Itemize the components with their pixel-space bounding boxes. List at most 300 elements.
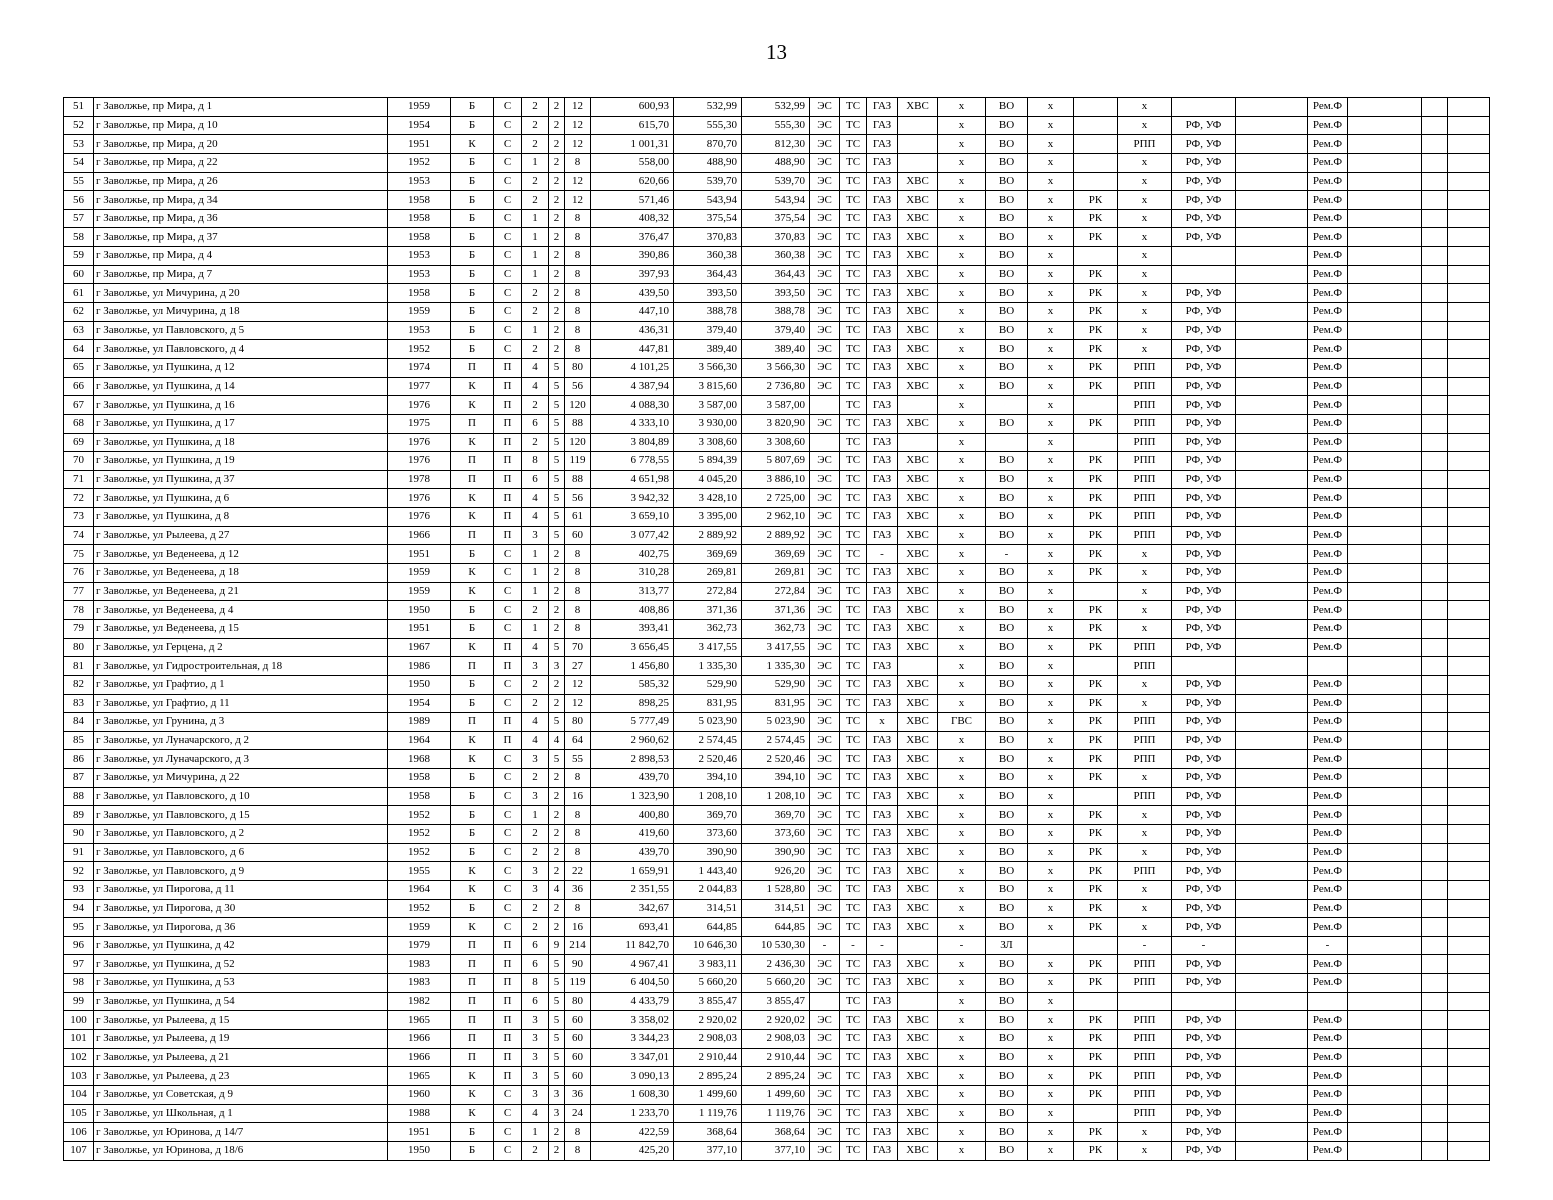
table-cell: Рем.Ф [1308, 153, 1348, 172]
table-cell [1236, 601, 1308, 620]
table-cell: х [938, 657, 986, 676]
table-cell [1422, 98, 1448, 117]
table-cell: ВО [986, 1067, 1028, 1086]
table-cell: ГАЗ [867, 265, 898, 284]
table-cell: ЭС [810, 601, 840, 620]
table-cell: ЭС [810, 1067, 840, 1086]
table-cell: РФ, УФ [1172, 1141, 1236, 1160]
table-cell: РФ, УФ [1172, 303, 1236, 322]
table-cell: х [938, 862, 986, 881]
table-cell: К [451, 731, 494, 750]
table-cell [1348, 1085, 1422, 1104]
table-cell: ХВС [898, 862, 938, 881]
table-cell: 2 908,03 [674, 1030, 742, 1049]
table-cell: ЭС [810, 1085, 840, 1104]
table-cell [1236, 731, 1308, 750]
table-cell: 2 [549, 191, 565, 210]
table-cell: 2 908,03 [742, 1030, 810, 1049]
table-cell: 89 [64, 806, 94, 825]
table-cell: ЭС [810, 340, 840, 359]
table-cell: Рем.Ф [1308, 1085, 1348, 1104]
table-cell: П [451, 955, 494, 974]
table-cell: 2 [522, 98, 549, 117]
table-cell: 11 842,70 [591, 936, 674, 955]
table-cell: 2 [549, 135, 565, 154]
table-cell: - [867, 545, 898, 564]
table-cell: 408,86 [591, 601, 674, 620]
table-cell: Б [451, 116, 494, 135]
table-row [64, 284, 1490, 303]
table-cell: г Заволжье, ул Веденеева, д 21 [94, 582, 388, 601]
table-cell: Рем.Ф [1308, 303, 1348, 322]
table-cell [1348, 1141, 1422, 1160]
table-cell: ТС [840, 545, 867, 564]
table-cell [1348, 824, 1422, 843]
table-cell: ВО [986, 974, 1028, 993]
table-cell: х [1028, 787, 1074, 806]
table-cell: С [494, 172, 522, 191]
table-cell: 5 [549, 992, 565, 1011]
table-cell: х [938, 98, 986, 117]
table-cell: 419,60 [591, 824, 674, 843]
table-cell: х [1028, 1030, 1074, 1049]
table-cell: Б [451, 98, 494, 117]
table-row [64, 228, 1490, 247]
table-cell: ЭС [810, 321, 840, 340]
table-cell [1348, 98, 1422, 117]
table-cell: г Заволжье, ул Пушкина, д 12 [94, 358, 388, 377]
table-cell: П [494, 489, 522, 508]
table-cell: РК [1074, 209, 1118, 228]
table-cell: 80 [64, 638, 94, 657]
table-cell: РК [1074, 265, 1118, 284]
table-cell: Б [451, 619, 494, 638]
table-cell [1422, 843, 1448, 862]
table-cell: 2 [549, 340, 565, 359]
table-cell: 8 [565, 619, 591, 638]
table-cell: 898,25 [591, 694, 674, 713]
table-cell: 8 [565, 284, 591, 303]
table-cell: ХВС [898, 191, 938, 210]
table-cell: 1966 [388, 1030, 451, 1049]
table-cell: Рем.Ф [1308, 1104, 1348, 1123]
table-row [64, 638, 1490, 657]
table-cell: К [451, 750, 494, 769]
table-cell: ВО [986, 340, 1028, 359]
table-cell: 60 [565, 1048, 591, 1067]
table-cell: г Заволжье, пр Мира, д 26 [94, 172, 388, 191]
table-cell: ТС [840, 862, 867, 881]
table-cell: С [494, 135, 522, 154]
table-cell: 95 [64, 918, 94, 937]
table-cell: ТС [840, 526, 867, 545]
table-cell: 1974 [388, 358, 451, 377]
table-cell: ГАЗ [867, 992, 898, 1011]
table-cell: 2 [522, 433, 549, 452]
table-cell: ХВС [898, 414, 938, 433]
table-cell [1236, 992, 1308, 1011]
table-cell: 1 001,31 [591, 135, 674, 154]
table-cell: Рем.Ф [1308, 228, 1348, 247]
table-cell: РФ, УФ [1172, 619, 1236, 638]
table-cell: г Заволжье, ул Пушкина, д 54 [94, 992, 388, 1011]
table-cell: ГАЗ [867, 806, 898, 825]
table-cell: РК [1074, 1048, 1118, 1067]
table-cell: ХВС [898, 955, 938, 974]
table-cell: 5 [549, 1011, 565, 1030]
table-cell [1074, 433, 1118, 452]
table-cell: х [1028, 303, 1074, 322]
table-cell: РФ, УФ [1172, 731, 1236, 750]
table-cell: 5 660,20 [742, 974, 810, 993]
table-cell [1448, 601, 1490, 620]
table-row [64, 414, 1490, 433]
table-cell: ТС [840, 98, 867, 117]
table-cell: ВО [986, 526, 1028, 545]
table-cell: РК [1074, 228, 1118, 247]
table-cell: х [938, 974, 986, 993]
table-cell: 388,78 [674, 303, 742, 322]
table-cell: г Заволжье, ул Рылеева, д 23 [94, 1067, 388, 1086]
table-cell [1422, 228, 1448, 247]
table-cell: 2 898,53 [591, 750, 674, 769]
table-cell: ХВС [898, 918, 938, 937]
table-cell [1448, 1048, 1490, 1067]
table-cell: 364,43 [742, 265, 810, 284]
table-cell: РК [1074, 358, 1118, 377]
table-cell: 8 [565, 1141, 591, 1160]
table-cell [1448, 247, 1490, 266]
table-cell: Б [451, 787, 494, 806]
table-cell: х [1028, 619, 1074, 638]
table-cell [1348, 1011, 1422, 1030]
table-cell: х [1028, 321, 1074, 340]
table-cell: 2 [522, 918, 549, 937]
table-cell: Рем.Ф [1308, 769, 1348, 788]
table-cell: Б [451, 172, 494, 191]
table-cell: 1 456,80 [591, 657, 674, 676]
table-cell [1422, 508, 1448, 527]
table-cell: С [494, 1085, 522, 1104]
table-cell: ТС [840, 228, 867, 247]
table-cell: Рем.Ф [1308, 321, 1348, 340]
table-cell: х [1028, 340, 1074, 359]
table-cell: ВО [986, 265, 1028, 284]
table-cell: С [494, 116, 522, 135]
table-cell: 1951 [388, 135, 451, 154]
table-cell [1308, 657, 1348, 676]
table-cell: Б [451, 899, 494, 918]
table-cell [1422, 657, 1448, 676]
table-cell: 10 646,30 [674, 936, 742, 955]
table-cell: Рем.Ф [1308, 713, 1348, 732]
table-cell: 3 395,00 [674, 508, 742, 527]
table-cell: 377,10 [742, 1141, 810, 1160]
table-cell: 1958 [388, 769, 451, 788]
table-cell: Б [451, 843, 494, 862]
table-cell: ЭС [810, 806, 840, 825]
table-cell: Рем.Ф [1308, 358, 1348, 377]
table-cell: х [1118, 564, 1172, 583]
table-cell: ГАЗ [867, 731, 898, 750]
table-cell: 58 [64, 228, 94, 247]
table-cell: ТС [840, 694, 867, 713]
table-cell: С [494, 303, 522, 322]
table-cell [1422, 787, 1448, 806]
table-cell [1236, 564, 1308, 583]
table-cell: ХВС [898, 1011, 938, 1030]
table-cell [1074, 787, 1118, 806]
table-cell: г Заволжье, ул Рылеева, д 15 [94, 1011, 388, 1030]
table-cell: 529,90 [674, 675, 742, 694]
table-cell: 8 [522, 974, 549, 993]
table-cell: 67 [64, 396, 94, 415]
table-cell: 81 [64, 657, 94, 676]
table-cell: 1959 [388, 303, 451, 322]
table-cell: ВО [986, 582, 1028, 601]
table-cell: 3 [522, 787, 549, 806]
table-cell: ТС [840, 1011, 867, 1030]
table-cell: ЭС [810, 228, 840, 247]
table-cell: РФ, УФ [1172, 918, 1236, 937]
table-cell: 3 090,13 [591, 1067, 674, 1086]
table-cell: х [1028, 545, 1074, 564]
table-row [64, 582, 1490, 601]
table-cell: ВО [986, 657, 1028, 676]
table-cell: 88 [565, 470, 591, 489]
table-cell: Рем.Ф [1308, 172, 1348, 191]
table-cell [1236, 787, 1308, 806]
table-cell: 69 [64, 433, 94, 452]
table-cell: Рем.Ф [1308, 675, 1348, 694]
table-cell: 8 [565, 228, 591, 247]
table-cell: С [494, 899, 522, 918]
table-cell: ХВС [898, 601, 938, 620]
table-cell: х [938, 209, 986, 228]
table-cell: 2 [522, 843, 549, 862]
table-cell [1236, 1067, 1308, 1086]
table-cell [1422, 918, 1448, 937]
table-cell [1422, 1123, 1448, 1142]
table-cell: х [1118, 209, 1172, 228]
table-cell: РФ, УФ [1172, 824, 1236, 843]
table-cell: ВО [986, 675, 1028, 694]
table-cell [810, 433, 840, 452]
table-cell: К [451, 582, 494, 601]
table-cell: - [986, 545, 1028, 564]
table-cell [1348, 619, 1422, 638]
table-cell: 61 [565, 508, 591, 527]
table-cell: ТС [840, 508, 867, 527]
table-cell: Рем.Ф [1308, 470, 1348, 489]
table-cell: 532,99 [742, 98, 810, 117]
table-cell [1422, 433, 1448, 452]
table-cell: х [1118, 880, 1172, 899]
table-cell: х [1028, 1123, 1074, 1142]
table-cell: П [494, 396, 522, 415]
table-cell: 1954 [388, 116, 451, 135]
table-cell: 3 983,11 [674, 955, 742, 974]
table-cell: 2 [522, 284, 549, 303]
table-cell: 1964 [388, 880, 451, 899]
table-cell: г Заволжье, ул Рылеева, д 19 [94, 1030, 388, 1049]
table-cell [1348, 936, 1422, 955]
table-cell: 8 [565, 247, 591, 266]
table-cell: - [1308, 936, 1348, 955]
table-cell [1236, 1011, 1308, 1030]
table-cell: ГАЗ [867, 470, 898, 489]
table-cell: 3 804,89 [591, 433, 674, 452]
table-row [64, 955, 1490, 974]
table-cell [1448, 414, 1490, 433]
table-cell: 4 [549, 880, 565, 899]
table-row [64, 1085, 1490, 1104]
table-cell [1236, 880, 1308, 899]
table-cell: х [1028, 265, 1074, 284]
table-cell: ВО [986, 172, 1028, 191]
table-cell: 4 045,20 [674, 470, 742, 489]
table-cell: 3 308,60 [742, 433, 810, 452]
table-cell: Рем.Ф [1308, 377, 1348, 396]
table-cell: ГАЗ [867, 675, 898, 694]
table-cell: 1986 [388, 657, 451, 676]
table-cell: х [938, 414, 986, 433]
table-cell [1348, 1048, 1422, 1067]
table-cell: 1 499,60 [742, 1085, 810, 1104]
table-cell [1348, 1030, 1422, 1049]
table-cell: С [494, 918, 522, 937]
table-cell: ХВС [898, 824, 938, 843]
table-cell: 119 [565, 452, 591, 471]
table-cell: 5 [549, 713, 565, 732]
table-cell: 2 520,46 [674, 750, 742, 769]
table-cell: х [1028, 713, 1074, 732]
table-cell [1348, 433, 1422, 452]
table-cell: х [938, 1085, 986, 1104]
table-cell: х [1028, 955, 1074, 974]
table-cell: ЭС [810, 880, 840, 899]
table-cell: РФ, УФ [1172, 396, 1236, 415]
table-cell: х [1028, 750, 1074, 769]
table-cell: ГАЗ [867, 358, 898, 377]
table-cell: 3 [522, 1030, 549, 1049]
table-cell [1236, 1104, 1308, 1123]
table-cell: 362,73 [674, 619, 742, 638]
table-cell: П [494, 358, 522, 377]
table-cell: 79 [64, 619, 94, 638]
table-cell [1448, 1123, 1490, 1142]
table-cell: 1 335,30 [674, 657, 742, 676]
table-cell: 1976 [388, 489, 451, 508]
table-cell [1348, 489, 1422, 508]
table-cell: ГАЗ [867, 843, 898, 862]
table-cell: 422,59 [591, 1123, 674, 1142]
table-cell: х [1118, 172, 1172, 191]
table-cell: 12 [565, 675, 591, 694]
table-cell: 2 351,55 [591, 880, 674, 899]
table-cell: 92 [64, 862, 94, 881]
table-cell: 1 [522, 247, 549, 266]
table-cell: х [1028, 1048, 1074, 1067]
table-cell [1348, 992, 1422, 1011]
table-cell: 1 [522, 1123, 549, 1142]
table-cell [1448, 787, 1490, 806]
table-cell: ГАЗ [867, 955, 898, 974]
table-cell: РК [1074, 601, 1118, 620]
table-row [64, 1030, 1490, 1049]
table-cell: 12 [565, 98, 591, 117]
table-cell [1448, 321, 1490, 340]
table-cell: ХВС [898, 545, 938, 564]
table-cell [1348, 731, 1422, 750]
table-cell: П [451, 452, 494, 471]
table-cell: С [494, 321, 522, 340]
table-cell: П [451, 1011, 494, 1030]
table-cell: 3 566,30 [674, 358, 742, 377]
table-cell: 1965 [388, 1011, 451, 1030]
table-cell: 93 [64, 880, 94, 899]
table-cell: РФ, УФ [1172, 191, 1236, 210]
table-cell: 532,99 [674, 98, 742, 117]
table-cell: 371,36 [742, 601, 810, 620]
table-cell: П [451, 1030, 494, 1049]
table-cell: х [938, 880, 986, 899]
table-cell: 1952 [388, 153, 451, 172]
table-cell: х [938, 153, 986, 172]
table-cell [1422, 470, 1448, 489]
table-cell: х [1028, 806, 1074, 825]
table-cell [1348, 750, 1422, 769]
table-cell: ХВС [898, 321, 938, 340]
table-cell: ВО [986, 1085, 1028, 1104]
table-cell: ХВС [898, 1141, 938, 1160]
table-cell: х [1028, 396, 1074, 415]
table-cell: 600,93 [591, 98, 674, 117]
table-cell: ГАЗ [867, 303, 898, 322]
table-cell: ЭС [810, 955, 840, 974]
table-cell: х [938, 694, 986, 713]
table-cell: 120 [565, 396, 591, 415]
table-cell: 1968 [388, 750, 451, 769]
table-row [64, 899, 1490, 918]
table-cell: 3 [522, 526, 549, 545]
table-cell [1348, 638, 1422, 657]
table-row [64, 769, 1490, 788]
table-cell: 2 910,44 [674, 1048, 742, 1067]
table-cell: ТС [840, 1067, 867, 1086]
table-cell [1236, 974, 1308, 993]
table-cell: 2 [549, 619, 565, 638]
table-cell: ГАЗ [867, 1067, 898, 1086]
table-cell: 389,40 [742, 340, 810, 359]
table-cell [898, 116, 938, 135]
table-cell: 1 [522, 582, 549, 601]
table-cell: 3 942,32 [591, 489, 674, 508]
table-cell: х [938, 1011, 986, 1030]
table-cell: ХВС [898, 713, 938, 732]
table-cell: С [494, 843, 522, 862]
table-cell: 1 659,91 [591, 862, 674, 881]
table-cell: 3 358,02 [591, 1011, 674, 1030]
table-row [64, 153, 1490, 172]
table-cell: РК [1074, 974, 1118, 993]
table-cell [1236, 247, 1308, 266]
table-cell: Рем.Ф [1308, 582, 1348, 601]
table-cell: х [938, 1104, 986, 1123]
table-cell [1348, 209, 1422, 228]
table-cell: ЭС [810, 619, 840, 638]
table-cell: 313,77 [591, 582, 674, 601]
